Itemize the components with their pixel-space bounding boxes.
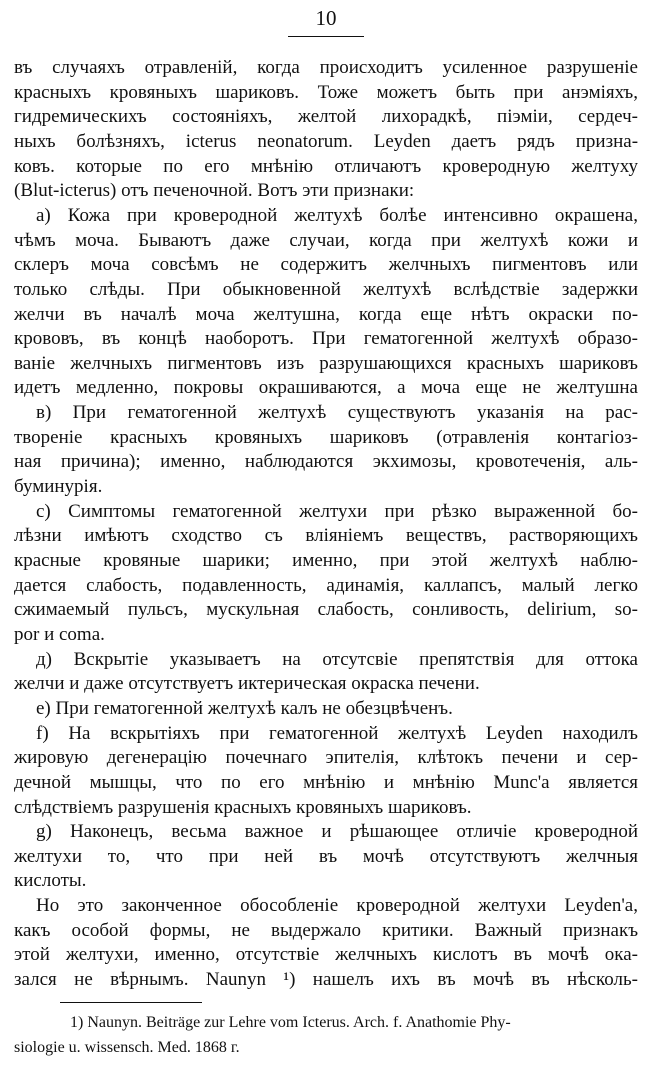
page-number: 10 — [315, 6, 337, 30]
text-line: д) Вскрытіе указываетъ на отсутсвіе препятствія для оттока — [36, 649, 638, 670]
text-line: f) На вскрытіяхъ при гематогенной желтухѣ Leyden находилъ — [36, 723, 638, 744]
text-line: въ случаяхъ отравленій, когда происходитъ усиленное разрушеніе — [14, 57, 638, 78]
text-line: только слѣды. При обыкновенной желтухѣ вслѣдствіе задержки — [14, 279, 638, 300]
text-line: крововъ, въ концѣ наоборотъ. При гематогенной желтухѣ образо- — [14, 328, 638, 349]
text-line: слѣдствіемъ разрушенія красныхъ кровяныхъ шариковъ. — [14, 797, 472, 818]
text-line: ваніе желчныхъ пигментовъ изъ разрушающихся красныхъ шариковъ — [14, 353, 638, 374]
footnote-rule — [60, 1002, 202, 1003]
text-line: идетъ медленно, покровы окрашиваются, а моча еще не желтушна — [14, 377, 638, 398]
footnote-line-1: 1) Naunyn. Beiträge zur Lehre vom Icterus. Arch. f. Anathomie Phy- — [70, 1014, 511, 1031]
text-line: твореніе красныхъ кровяныхъ шариковъ (отравленія контагіоз- — [14, 427, 639, 448]
text-line: por и coma. — [14, 624, 105, 645]
text-line: какъ особой формы, не выдержало критики. Важный признакъ — [14, 920, 639, 941]
text-line: дечной мышцы, что по его мнѣнію и мнѣнію Munc'a является — [14, 772, 639, 793]
text-line: в) При гематогенной желтухѣ существуютъ указанія на рас- — [36, 402, 638, 423]
text-line: желтухи то, что при ней въ мочѣ отсутствуютъ желчныя — [14, 846, 638, 867]
text-line: сжимаемый пульсъ, мускульная слабость, сонливость, delirium, so- — [14, 599, 638, 620]
footnote-line-2: siologie u. wissensch. Med. 1868 г. — [14, 1039, 240, 1056]
header-rule — [288, 36, 364, 37]
text-line: a) Кожа при кроверодной желтухѣ болѣе интенсивно окрашена, — [36, 205, 638, 226]
text-line: g) Наконецъ, весьма важное и рѣшающее отличіе кроверодной — [36, 821, 639, 842]
text-line: желчи въ началѣ моча желтушна, когда еще нѣтъ окраски по- — [14, 304, 639, 325]
text-line: (Blut-icterus) отъ печеночной. Вотъ эти признаки: — [14, 180, 415, 201]
text-line: кислоты. — [14, 870, 87, 891]
text-line: этой желтухи, именно, отсутствіе желчныхъ кислотъ въ мочѣ ока- — [14, 944, 638, 965]
text-line: ныхъ болѣзняхъ, icterus neonatorum. Leyden даетъ рядъ призна- — [14, 131, 639, 152]
text-line: e) При гематогенной желтухѣ калъ не обезцвѣченъ. — [36, 698, 453, 719]
text-line: зался не вѣрнымъ. Naunyn ¹) нашелъ ихъ въ мочѣ въ нѣсколь- — [14, 969, 638, 990]
text-line: ная причина); именно, наблюдаются экхимозы, кровотеченія, аль- — [14, 451, 638, 472]
text-line: чѣмъ моча. Бываютъ даже случаи, когда при желтухѣ кожи и — [14, 230, 639, 251]
text-line: красные кровяные шарики; именно, при этой желтухѣ наблю- — [14, 550, 638, 571]
text-line: лѣзни имѣютъ сходство съ вліяніемъ веществъ, растворяющихъ — [14, 525, 638, 546]
text-line: жировую дегенерацію почечнаго эпителія, клѣтокъ печени и сер- — [14, 747, 638, 768]
text-line: Но это законченное обособленіе кроверодной желтухи Leyden'a, — [36, 895, 638, 916]
text-line: c) Симптомы гематогенной желтухи при рѣзко выраженной бо- — [36, 501, 638, 522]
text-line: гидремическихъ состояніяхъ, желтой лихорадкѣ, піэміи, сердеч- — [14, 106, 639, 127]
text-line: склеръ моча совсѣмъ не содержитъ желчныхъ пигментовъ или — [14, 254, 639, 275]
text-line: желчи и даже отсутствуетъ иктерическая окраска печени. — [14, 673, 480, 694]
text-line: буминурія. — [14, 476, 103, 497]
text-line: ковъ. которые по его мнѣнію отличаютъ кроверодную желтуху — [14, 156, 638, 177]
text-line: дается слабость, подавленность, адинамія, каллапсъ, малый легко — [14, 575, 639, 596]
text-line: красныхъ кровяныхъ шариковъ. Тоже можетъ быть при анэміяхъ, — [14, 82, 638, 103]
